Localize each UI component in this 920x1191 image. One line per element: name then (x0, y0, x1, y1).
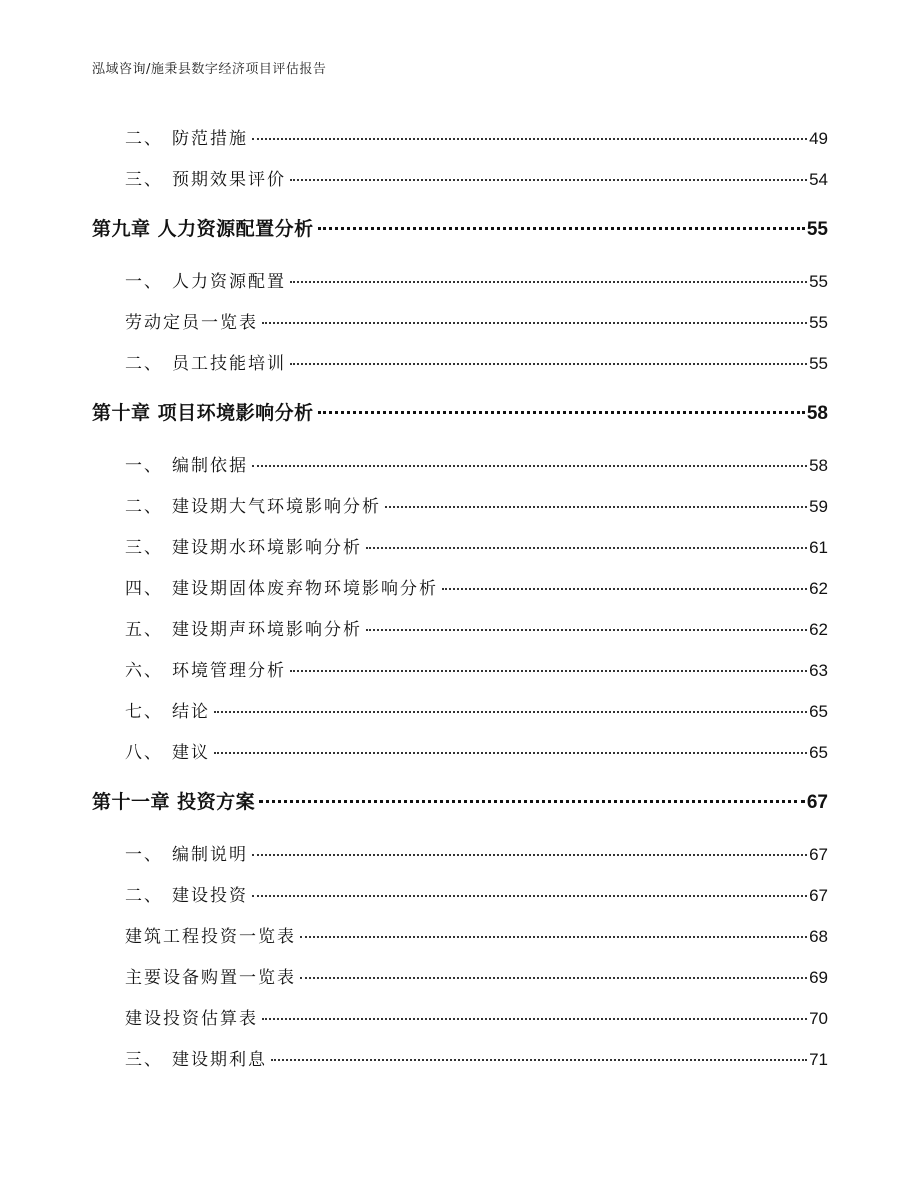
toc-entry-number: 一、 (125, 456, 163, 476)
toc-entry-page: 67 (809, 886, 828, 905)
toc-chapter-entry[interactable] (92, 398, 828, 425)
toc-entry[interactable] (125, 267, 828, 292)
toc-entry-page: 54 (809, 170, 828, 189)
toc-entry-title: 建设投资估算表 (125, 1009, 258, 1029)
toc-dot-leader (214, 711, 807, 713)
toc-dot-leader (252, 854, 807, 856)
toc-dot-leader (262, 322, 807, 324)
toc-entry[interactable] (125, 451, 828, 476)
toc-dot-leader (318, 411, 805, 414)
toc-entry-title: 建议 (172, 743, 210, 763)
toc-entry[interactable] (125, 574, 828, 599)
toc-dot-leader (442, 588, 807, 590)
toc-entry-title: 建设期利息 (172, 1050, 267, 1070)
toc-entry-title: 预期效果评价 (172, 170, 286, 190)
toc-dot-leader (300, 977, 807, 979)
toc-entry[interactable] (125, 922, 828, 947)
toc-entry-number: 四、 (125, 579, 163, 599)
toc-entry[interactable] (125, 533, 828, 558)
toc-entry[interactable] (125, 124, 828, 149)
toc-entry-number: 三、 (125, 170, 163, 190)
toc-chapter-entry[interactable] (92, 787, 828, 814)
toc-chapter-entry[interactable] (92, 214, 828, 241)
toc-entry[interactable] (125, 963, 828, 988)
toc-dot-leader (271, 1059, 807, 1061)
toc-entry-page: 62 (809, 620, 828, 639)
toc-entry[interactable] (125, 492, 828, 517)
toc-entry-page: 65 (809, 743, 828, 762)
toc-entry-page: 62 (809, 579, 828, 598)
toc-dot-leader (252, 138, 807, 140)
toc-dot-leader (318, 227, 805, 230)
toc-entry-page: 71 (809, 1050, 828, 1069)
page-header: 泓域咨询/施秉县数字经济项目评估报告 (92, 62, 327, 77)
toc-entry-page: 55 (809, 272, 828, 291)
toc-dot-leader (300, 936, 807, 938)
toc-entry[interactable] (125, 1004, 828, 1029)
toc-entry-number: 二、 (125, 354, 163, 374)
toc-entry-number: 二、 (125, 886, 163, 906)
toc-dot-leader (252, 895, 807, 897)
toc-entry-number: 三、 (125, 538, 163, 558)
toc-entry-title: 人力资源配置 (172, 272, 286, 292)
toc-entry-page: 69 (809, 968, 828, 987)
toc-dot-leader (252, 465, 807, 467)
toc-entry[interactable] (125, 656, 828, 681)
toc-chapter-page: 67 (806, 792, 828, 813)
toc-entry[interactable] (125, 615, 828, 640)
toc-entry[interactable] (125, 840, 828, 865)
toc-entry-title: 编制依据 (172, 456, 248, 476)
toc-dot-leader (262, 1018, 807, 1020)
toc-entry[interactable] (125, 881, 828, 906)
toc-entry-title: 建设投资 (172, 886, 248, 906)
toc-chapter-page: 55 (806, 219, 828, 240)
toc-entry-title: 建设期固体废弃物环境影响分析 (172, 579, 438, 599)
toc-entry-number: 一、 (125, 272, 163, 292)
toc-dot-leader (290, 179, 807, 181)
toc-entry-page: 70 (809, 1009, 828, 1028)
toc-entry-page: 61 (809, 538, 828, 557)
toc-dot-leader (290, 670, 807, 672)
toc-entry[interactable] (125, 308, 828, 333)
toc-entry-page: 55 (809, 354, 828, 373)
toc-entry-number: 六、 (125, 661, 163, 681)
toc-dot-leader (290, 363, 807, 365)
toc-chapter-page: 58 (806, 403, 828, 424)
toc-entry-title: 防范措施 (172, 129, 248, 149)
toc-entry-title: 建筑工程投资一览表 (125, 927, 296, 947)
toc-entry-title: 建设期水环境影响分析 (172, 538, 362, 558)
toc-dot-leader (290, 281, 807, 283)
toc-entry-page: 59 (809, 497, 828, 516)
toc-entry-title: 环境管理分析 (172, 661, 286, 681)
toc-entry-page: 58 (809, 456, 828, 475)
toc-entry-number: 七、 (125, 702, 163, 722)
toc-dot-leader (366, 547, 807, 549)
toc-entry-number: 三、 (125, 1050, 163, 1070)
toc-entry-title: 结论 (172, 702, 210, 722)
toc-chapter-title: 第九章 人力资源配置分析 (92, 218, 314, 240)
toc-entry-page: 49 (809, 129, 828, 148)
toc-entry-title: 劳动定员一览表 (125, 313, 258, 333)
toc-entry[interactable] (125, 1045, 828, 1070)
toc-entry-number: 一、 (125, 845, 163, 865)
toc-entry-title: 员工技能培训 (172, 354, 286, 374)
toc-dot-leader (385, 506, 807, 508)
toc-entry-page: 68 (809, 927, 828, 946)
toc-entry-title: 建设期大气环境影响分析 (172, 497, 381, 517)
toc-entry[interactable] (125, 349, 828, 374)
toc-entry[interactable] (125, 697, 828, 722)
toc-entry-page: 65 (809, 702, 828, 721)
toc-entry-title: 主要设备购置一览表 (125, 968, 296, 988)
toc-chapter-title: 第十一章 投资方案 (92, 791, 256, 813)
toc-entry-number: 八、 (125, 743, 163, 763)
toc-dot-leader (214, 752, 807, 754)
toc-entry[interactable] (125, 738, 828, 763)
toc-entry-number: 二、 (125, 497, 163, 517)
toc-entry-title: 建设期声环境影响分析 (172, 620, 362, 640)
toc-chapter-title: 第十章 项目环境影响分析 (92, 402, 314, 424)
toc-entry-number: 五、 (125, 620, 163, 640)
toc-dot-leader (259, 800, 805, 803)
toc-dot-leader (366, 629, 807, 631)
toc-entry-number: 二、 (125, 129, 163, 149)
toc-entry-page: 63 (809, 661, 828, 680)
toc-entry-page: 67 (809, 845, 828, 864)
toc-entry-page: 55 (809, 313, 828, 332)
toc-entry-title: 编制说明 (172, 845, 248, 865)
toc-entry[interactable] (125, 165, 828, 190)
